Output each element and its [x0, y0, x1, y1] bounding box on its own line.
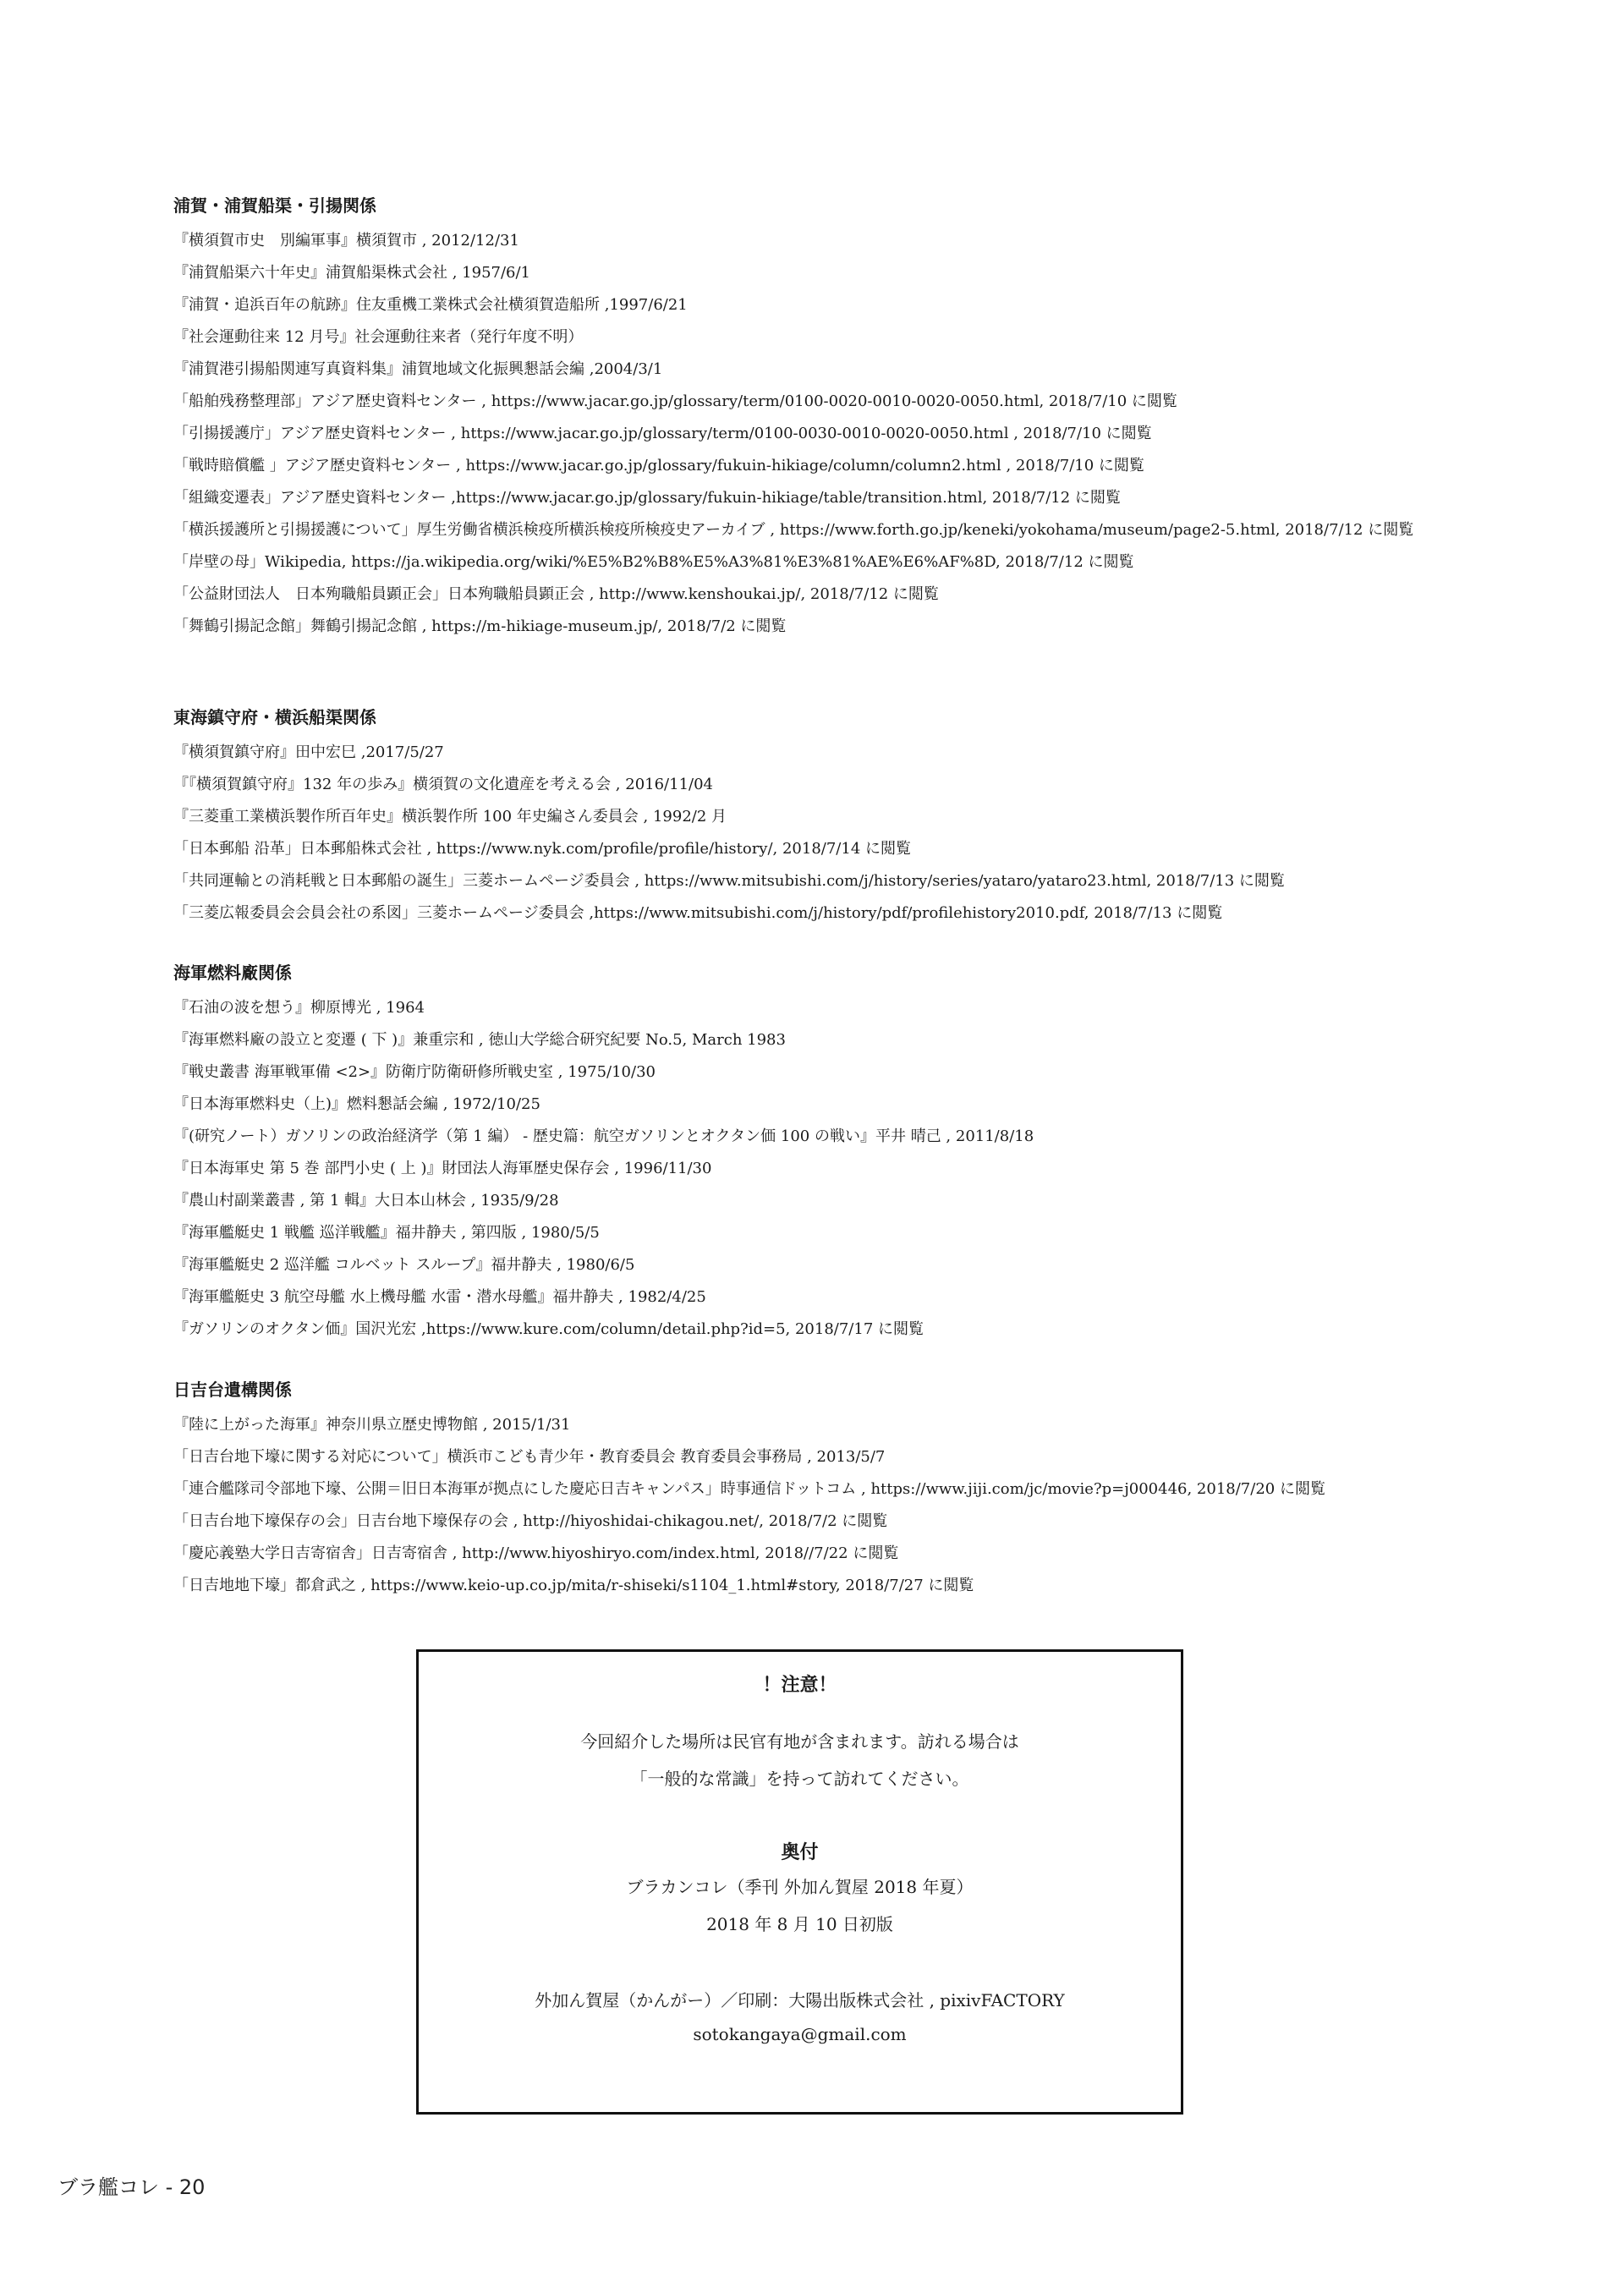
reference-item: 『農山村副業叢書 , 第 1 輯』大日本山林会 , 1935/9/28	[173, 1192, 559, 1210]
reference-item: 『三菱重工業横浜製作所百年史』横浜製作所 100 年史編さん委員会 , 1992/2 月	[173, 808, 727, 826]
section-heading: 海軍燃料廠関係	[173, 963, 292, 983]
reference-item: 『海軍艦艇史 1 戦艦 巡洋戦艦』福井静夫 , 第四版 , 1980/5/5	[173, 1224, 600, 1242]
reference-item: 「日吉地地下壕」都倉武之 , https://www.keio-up.co.jp/mita/r-shiseki/s1104_1.html#story, 2018/7/27 に閲覧	[173, 1577, 974, 1594]
reference-item: 『日本海軍燃料史（上)』燃料懇話会編 , 1972/10/25	[173, 1095, 540, 1113]
reference-item: 「組織変遷表」アジア歴史資料センター ,https://www.jacar.go.jp/glossary/fukuin-hikiage/table/transition.html, 2018/7/12 に閲覧	[173, 489, 1121, 507]
reference-item: 「慶応義塾大学日吉寄宿舎」日吉寄宿舎 , http://www.hiyoshiryo.com/index.html, 2018//7/22 に閲覧	[173, 1544, 899, 1562]
notice-line: 「一般的な常識」を持って訪れてください。	[630, 1769, 969, 1789]
reference-item: 『横須賀市史 別編軍事』横須賀市 , 2012/12/31	[173, 232, 519, 250]
reference-item: 『ガソリンのオクタン価』国沢光宏 ,https://www.kure.com/column/detail.php?id=5, 2018/7/17 に閲覧	[173, 1320, 924, 1338]
section-tokai	[173, 705, 1476, 930]
page-footer: ブラ艦コレ - 20	[58, 2175, 206, 2199]
reference-item: 「連合艦隊司令部地下壕、公開＝旧日本海軍が拠点にした慶応日吉キャンパス」時事通信ドットコム , https://www.jiji.com/jc/movie?p=j000446, 2018/7/20 に閲覧	[173, 1480, 1325, 1498]
reference-item: 「舞鶴引揚記念館」舞鶴引揚記念館 , https://m-hikiage-museum.jp/, 2018/7/2 に閲覧	[173, 617, 787, 635]
reference-item: 「日吉台地下壕に関する対応について」横浜市こども青少年・教育委員会 教育委員会事務局 , 2013/5/7	[173, 1448, 886, 1466]
reference-item: 「船舶残務整理部」アジア歴史資料センター , https://www.jacar.go.jp/glossary/term/0100-0020-0010-0020-0050.html, 2018/7/10 に閲覧	[173, 392, 1177, 410]
section-uraga	[173, 193, 1476, 643]
colophon-line: 外加ん賀屋（かんがー）／印刷：大陽出版株式会社 , pixivFACTORY	[535, 1990, 1065, 2010]
section-hiyoshi	[173, 1377, 1476, 1602]
reference-item: 「日吉台地下壕保存の会」日吉台地下壕保存の会 , http://hiyoshidai-chikagou.net/, 2018/7/2 に閲覧	[173, 1512, 888, 1530]
reference-item: 『日本海軍史 第 5 巻 部門小史 ( 上 )』財団法人海軍歴史保存会 , 1996/11/30	[173, 1160, 712, 1177]
reference-item: 「岸壁の母」Wikipedia, https://ja.wikipedia.org/wiki/%E5%B2%B8%E5%A3%81%E3%81%AE%E6%AF%8D, 2018/7/12 に閲覧	[173, 553, 1134, 571]
reference-item: 『海軍艦艇史 3 航空母艦 水上機母艦 水雷・潜水母艦』福井静夫 , 1982/4/25	[173, 1288, 706, 1306]
reference-item: 『浦賀・追浜百年の航跡』住友重機工業株式会社横須賀造船所 ,1997/6/21	[173, 296, 688, 314]
reference-item: 『(研究ノート）ガソリンの政治経済学（第 1 編） - 歴史篇：航空ガソリンとオクタン価 100 の戦い』平井 晴己 , 2011/8/18	[173, 1127, 1034, 1145]
colophon-title: 奥付	[781, 1842, 819, 1863]
notice-box	[416, 1649, 1183, 2115]
reference-item: 『海軍艦艇史 2 巡洋艦 コルベット スループ』福井静夫 , 1980/6/5	[173, 1256, 635, 1274]
reference-item: 『石油の波を想う』柳原博光 , 1964	[173, 999, 425, 1017]
reference-item: 『戦史叢書 海軍戦軍備 <2>』防衛庁防衛研修所戦史室 , 1975/10/30	[173, 1063, 656, 1081]
reference-item: 「公益財団法人 日本殉職船員顕正会」日本殉職船員顕正会 , http://www.kenshoukai.jp/, 2018/7/12 に閲覧	[173, 585, 939, 603]
reference-item: 『浦賀船渠六十年史』浦賀船渠株式会社 , 1957/6/1	[173, 264, 531, 282]
section-kaigun	[173, 960, 1476, 1346]
notice-title: ！注意！	[762, 1675, 837, 1696]
section-heading: 東海鎮守府・横浜船渠関係	[173, 707, 376, 727]
reference-item: 「横浜援護所と引揚援護について」厚生労働省横浜検疫所横浜検疫所検疫史アーカイブ , https://www.forth.go.jp/keneki/yokohama/museum/page2-5.html, 2018/7/12 に閲覧	[173, 521, 1414, 539]
reference-item: 「戦時賠償艦 」アジア歴史資料センター , https://www.jacar.go.jp/glossary/fukuin-hikiage/column/column2.html , 2018/7/10 に閲覧	[173, 457, 1144, 474]
reference-item: 『社会運動往来 12 月号』社会運動往来者（発行年度不明）	[173, 328, 584, 346]
reference-item: 「日本郵船 沿革」日本郵船株式会社 , https://www.nyk.com/profile/profile/history/, 2018/7/14 に閲覧	[173, 840, 911, 858]
reference-item: 『横須賀鎮守府』田中宏巳 ,2017/5/27	[173, 743, 444, 761]
reference-item: 『浦賀港引揚船関連写真資料集』浦賀地域文化振興懇話会編 ,2004/3/1	[173, 360, 663, 378]
colophon-line: ブラカンコレ（季刊 外加ん賀屋 2018 年夏）	[626, 1877, 974, 1897]
notice-line: 今回紹介した場所は民官有地が含まれます。訪れる場合は	[580, 1731, 1019, 1752]
reference-item: 『陸に上がった海軍』神奈川県立歴史博物館 , 2015/1/31	[173, 1416, 571, 1434]
section-heading: 浦賀・浦賀船渠・引揚関係	[173, 195, 376, 216]
reference-item: 『海軍燃料廠の設立と変遷 ( 下 )』兼重宗和 , 徳山大学総合研究紀要 No.5, March 1983	[173, 1031, 786, 1049]
reference-item: 「引揚援護庁」アジア歴史資料センター , https://www.jacar.go.jp/glossary/term/0100-0030-0010-0020-0050.html , 2018/7/10 に閲覧	[173, 425, 1152, 442]
reference-item: 「三菱広報委員会会員会社の系図」三菱ホームページ委員会 ,https://www.mitsubishi.com/j/history/pdf/profilehistory2010.pdf, 2018/7/13 に閲覧	[173, 904, 1223, 922]
reference-item: 「共同運輸との消耗戦と日本郵船の誕生」三菱ホームページ委員会 , https://www.mitsubishi.com/j/history/series/yataro/yataro23.html, 2018/7/13 に閲覧	[173, 872, 1285, 890]
colophon-line: 2018 年 8 月 10 日初版	[706, 1914, 893, 1934]
section-heading: 日吉台遺構関係	[173, 1380, 292, 1400]
colophon-email: sotokangaya@gmail.com	[693, 2024, 907, 2044]
reference-item: 『『横須賀鎮守府』132 年の歩み』横須賀の文化遺産を考える会 , 2016/11/04	[173, 776, 713, 793]
